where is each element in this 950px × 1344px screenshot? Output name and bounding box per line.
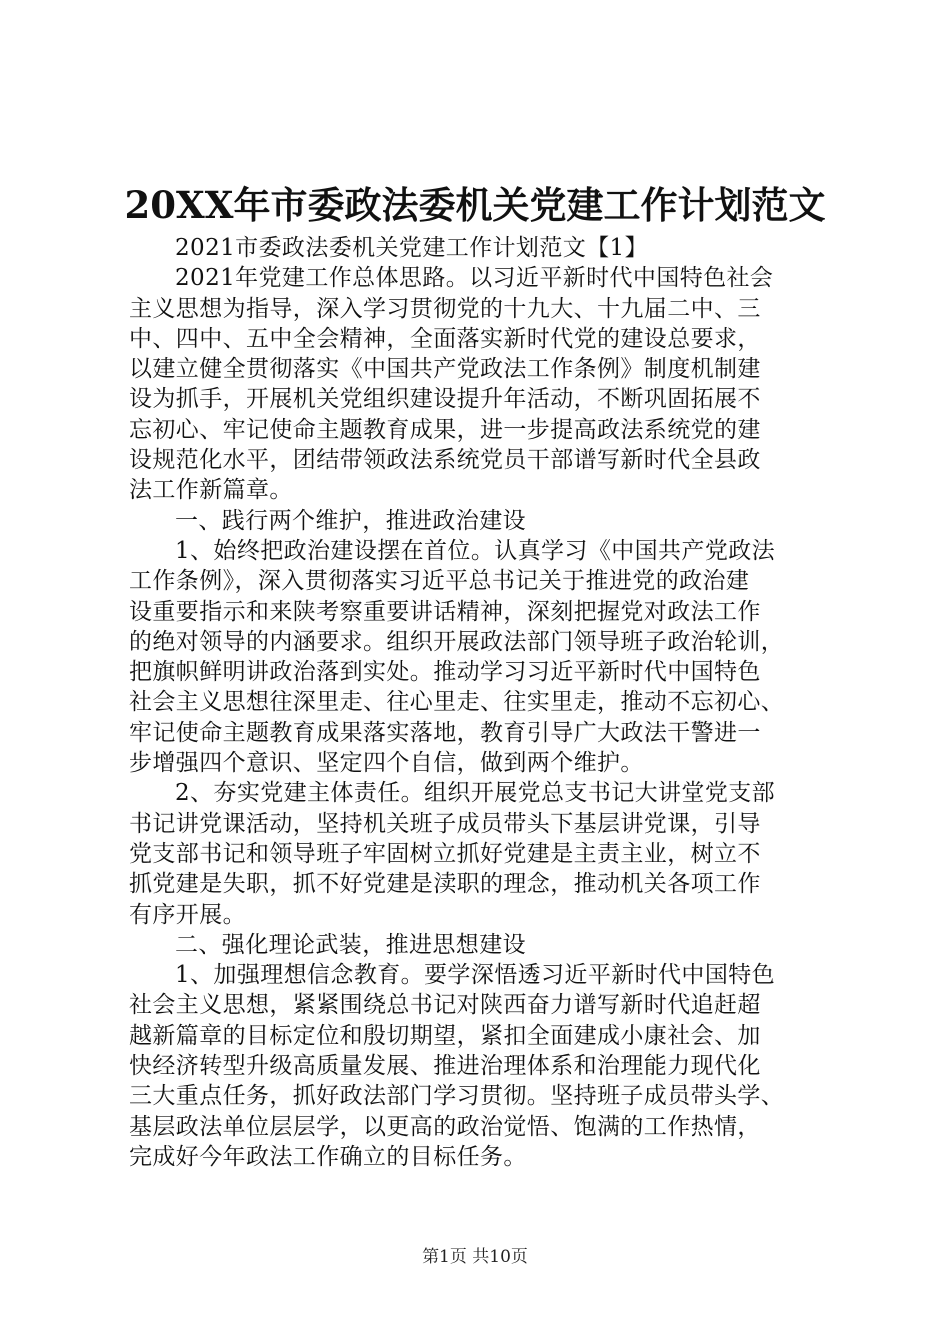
paragraph-line: 以建立健全贯彻落实《中国共产党政法工作条例》制度机制建 <box>129 356 761 383</box>
paragraph-line: 的绝对领导的内涵要求。组织开展政法部门领导班子政治轮训， <box>129 628 785 655</box>
paragraph-line: 有序开展。 <box>129 901 246 928</box>
paragraph-line: 快经济转型升级高质量发展、推进治理体系和治理能力现代化 <box>129 1053 761 1080</box>
document-title: 20XX年市委政法委机关党建工作计划范文 <box>124 183 826 227</box>
paragraph-line: 中、四中、五中全会精神，全面落实新时代党的建设总要求， <box>129 325 761 352</box>
subtitle-line: 2021市委政法委机关党建工作计划范文【1】 <box>175 235 648 261</box>
section-heading: 一、践行两个维护，推进政治建设 <box>175 507 526 534</box>
paragraph-line: 工作条例》，深入贯彻落实习近平总书记关于推进党的政治建 <box>129 568 750 595</box>
paragraph-line: 党支部书记和领导班子牢固树立抓好党建是主责主业，树立不 <box>129 840 761 867</box>
paragraph-line: 主义思想为指导，深入学习贯彻党的十九大、十九届二中、三 <box>129 295 761 322</box>
paragraph-line: 1、加强理想信念教育。要学深悟透习近平新时代中国特色 <box>175 962 776 989</box>
paragraph-line: 牢记使命主题教育成果落实落地，教育引导广大政法干警进一 <box>129 719 761 746</box>
document-body <box>129 233 829 1172</box>
paragraph-line: 1、始终把政治建设摆在首位。认真学习《中国共产党政法 <box>175 537 776 564</box>
paragraph-line: 越新篇章的目标定位和殷切期望，紧扣全面建成小康社会、加 <box>129 1022 761 1049</box>
paragraph-line: 设重要指示和来陕考察重要讲话精神，深刻把握党对政法工作 <box>129 598 761 625</box>
paragraph-line: 设为抓手，开展机关党组织建设提升年活动，不断巩固拓展不 <box>129 386 761 413</box>
paragraph-line: 忘初心、牢记使命主题教育成果，进一步提高政法系统党的建 <box>129 416 761 443</box>
paragraph-line: 法工作新篇章。 <box>129 477 293 504</box>
paragraph-line: 完成好今年政法工作确立的目标任务。 <box>129 1143 527 1170</box>
paragraph-line: 把旗帜鲜明讲政治落到实处。推动学习习近平新时代中国特色 <box>129 659 761 686</box>
paragraph-line: 三大重点任务，抓好政法部门学习贯彻。坚持班子成员带头学、 <box>129 1083 785 1110</box>
paragraph-line: 书记讲党课活动，坚持机关班子成员带头下基层讲党课，引导 <box>129 810 761 837</box>
paragraph-line: 抓党建是失职，抓不好党建是渎职的理念，推动机关各项工作 <box>129 871 761 898</box>
paragraph-line: 步增强四个意识、坚定四个自信，做到两个维护。 <box>129 750 644 777</box>
section-heading: 二、强化理论武装，推进思想建设 <box>175 931 526 958</box>
paragraph-line: 社会主义思想，紧紧围绕总书记对陕西奋力谱写新时代追赶超 <box>129 992 761 1019</box>
paragraph-line: 基层政法单位层层学，以更高的政治觉悟、饱满的工作热情， <box>129 1113 761 1140</box>
page-number: 第1页 共10页 <box>422 1247 528 1267</box>
paragraph-line: 2、夯实党建主体责任。组织开展党总支书记大讲堂党支部 <box>175 780 776 807</box>
paragraph-line: 社会主义思想往深里走、往心里走、往实里走，推动不忘初心、 <box>129 689 785 716</box>
paragraph-line: 2021年党建工作总体思路。以习近平新时代中国特色社会 <box>175 265 774 292</box>
paragraph-line: 设规范化水平，团结带领政法系统党员干部谱写新时代全县政 <box>129 447 761 474</box>
